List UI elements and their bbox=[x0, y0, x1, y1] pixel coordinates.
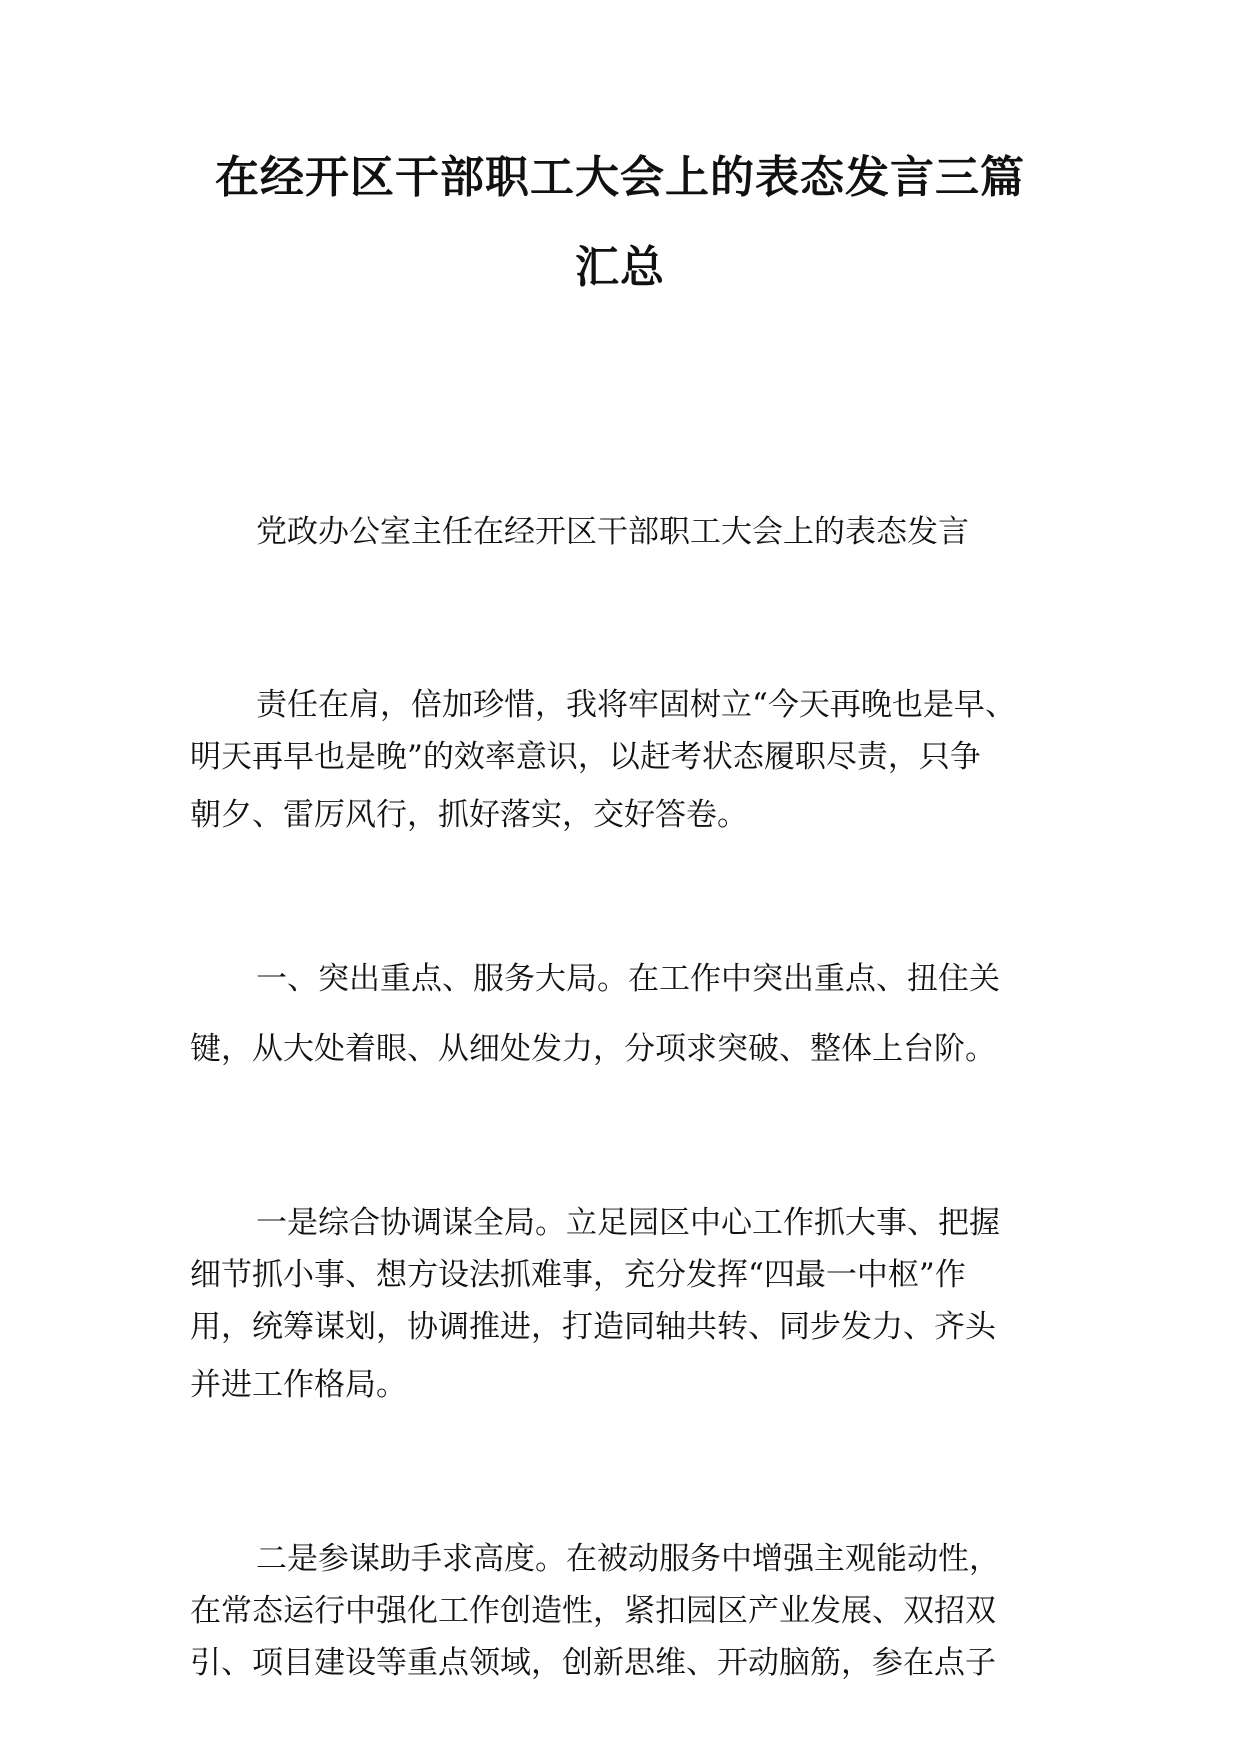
paragraph-line: 一是综合协调谋全局。立足园区中心工作抓大事、把握 bbox=[256, 1205, 1000, 1241]
paragraph-line: 细节抓小事、想方设法抓难事，充分发挥“四最一中枢”作 bbox=[190, 1257, 966, 1293]
document-title-line-1: 在经开区干部职工大会上的表态发言三篇 bbox=[215, 152, 1025, 203]
paragraph-line: 朝夕、雷厉风行，抓好落实，交好答卷。 bbox=[190, 797, 748, 833]
paragraph-advisory bbox=[190, 1537, 1050, 1685]
paragraph-line: 二是参谋助手求高度。在被动服务中增强主观能动性， bbox=[256, 1541, 1000, 1577]
paragraph-focus-priorities bbox=[190, 957, 1050, 1071]
paragraph-line: 键，从大处着眼、从细处发力，分项求突破、整体上台阶。 bbox=[190, 1031, 996, 1067]
paragraph-line: 责任在肩，倍加珍惜，我将牢固树立“今天再晚也是早、 bbox=[256, 687, 1016, 723]
section-subtitle: 党政办公室主任在经开区干部职工大会上的表态发言 bbox=[256, 514, 969, 550]
paragraph-line: 在常态运行中强化工作创造性，紧扣园区产业发展、双招双 bbox=[190, 1593, 996, 1629]
paragraph-line: 一、突出重点、服务大局。在工作中突出重点、扭住关 bbox=[256, 961, 1000, 997]
document-title-line-2: 汇总 bbox=[575, 242, 665, 293]
paragraph-line: 引、项目建设等重点领域，创新思维、开动脑筋，参在点子 bbox=[190, 1645, 996, 1681]
paragraph-line: 并进工作格局。 bbox=[190, 1367, 407, 1403]
paragraph-coordination bbox=[190, 1201, 1050, 1407]
paragraph-line: 用，统筹谋划，协调推进，打造同轴共转、同步发力、齐头 bbox=[190, 1309, 996, 1345]
paragraph-line: 明天再早也是晚”的效率意识，以赶考状态履职尽责，只争 bbox=[190, 739, 981, 775]
paragraph-responsibility bbox=[190, 683, 1050, 837]
